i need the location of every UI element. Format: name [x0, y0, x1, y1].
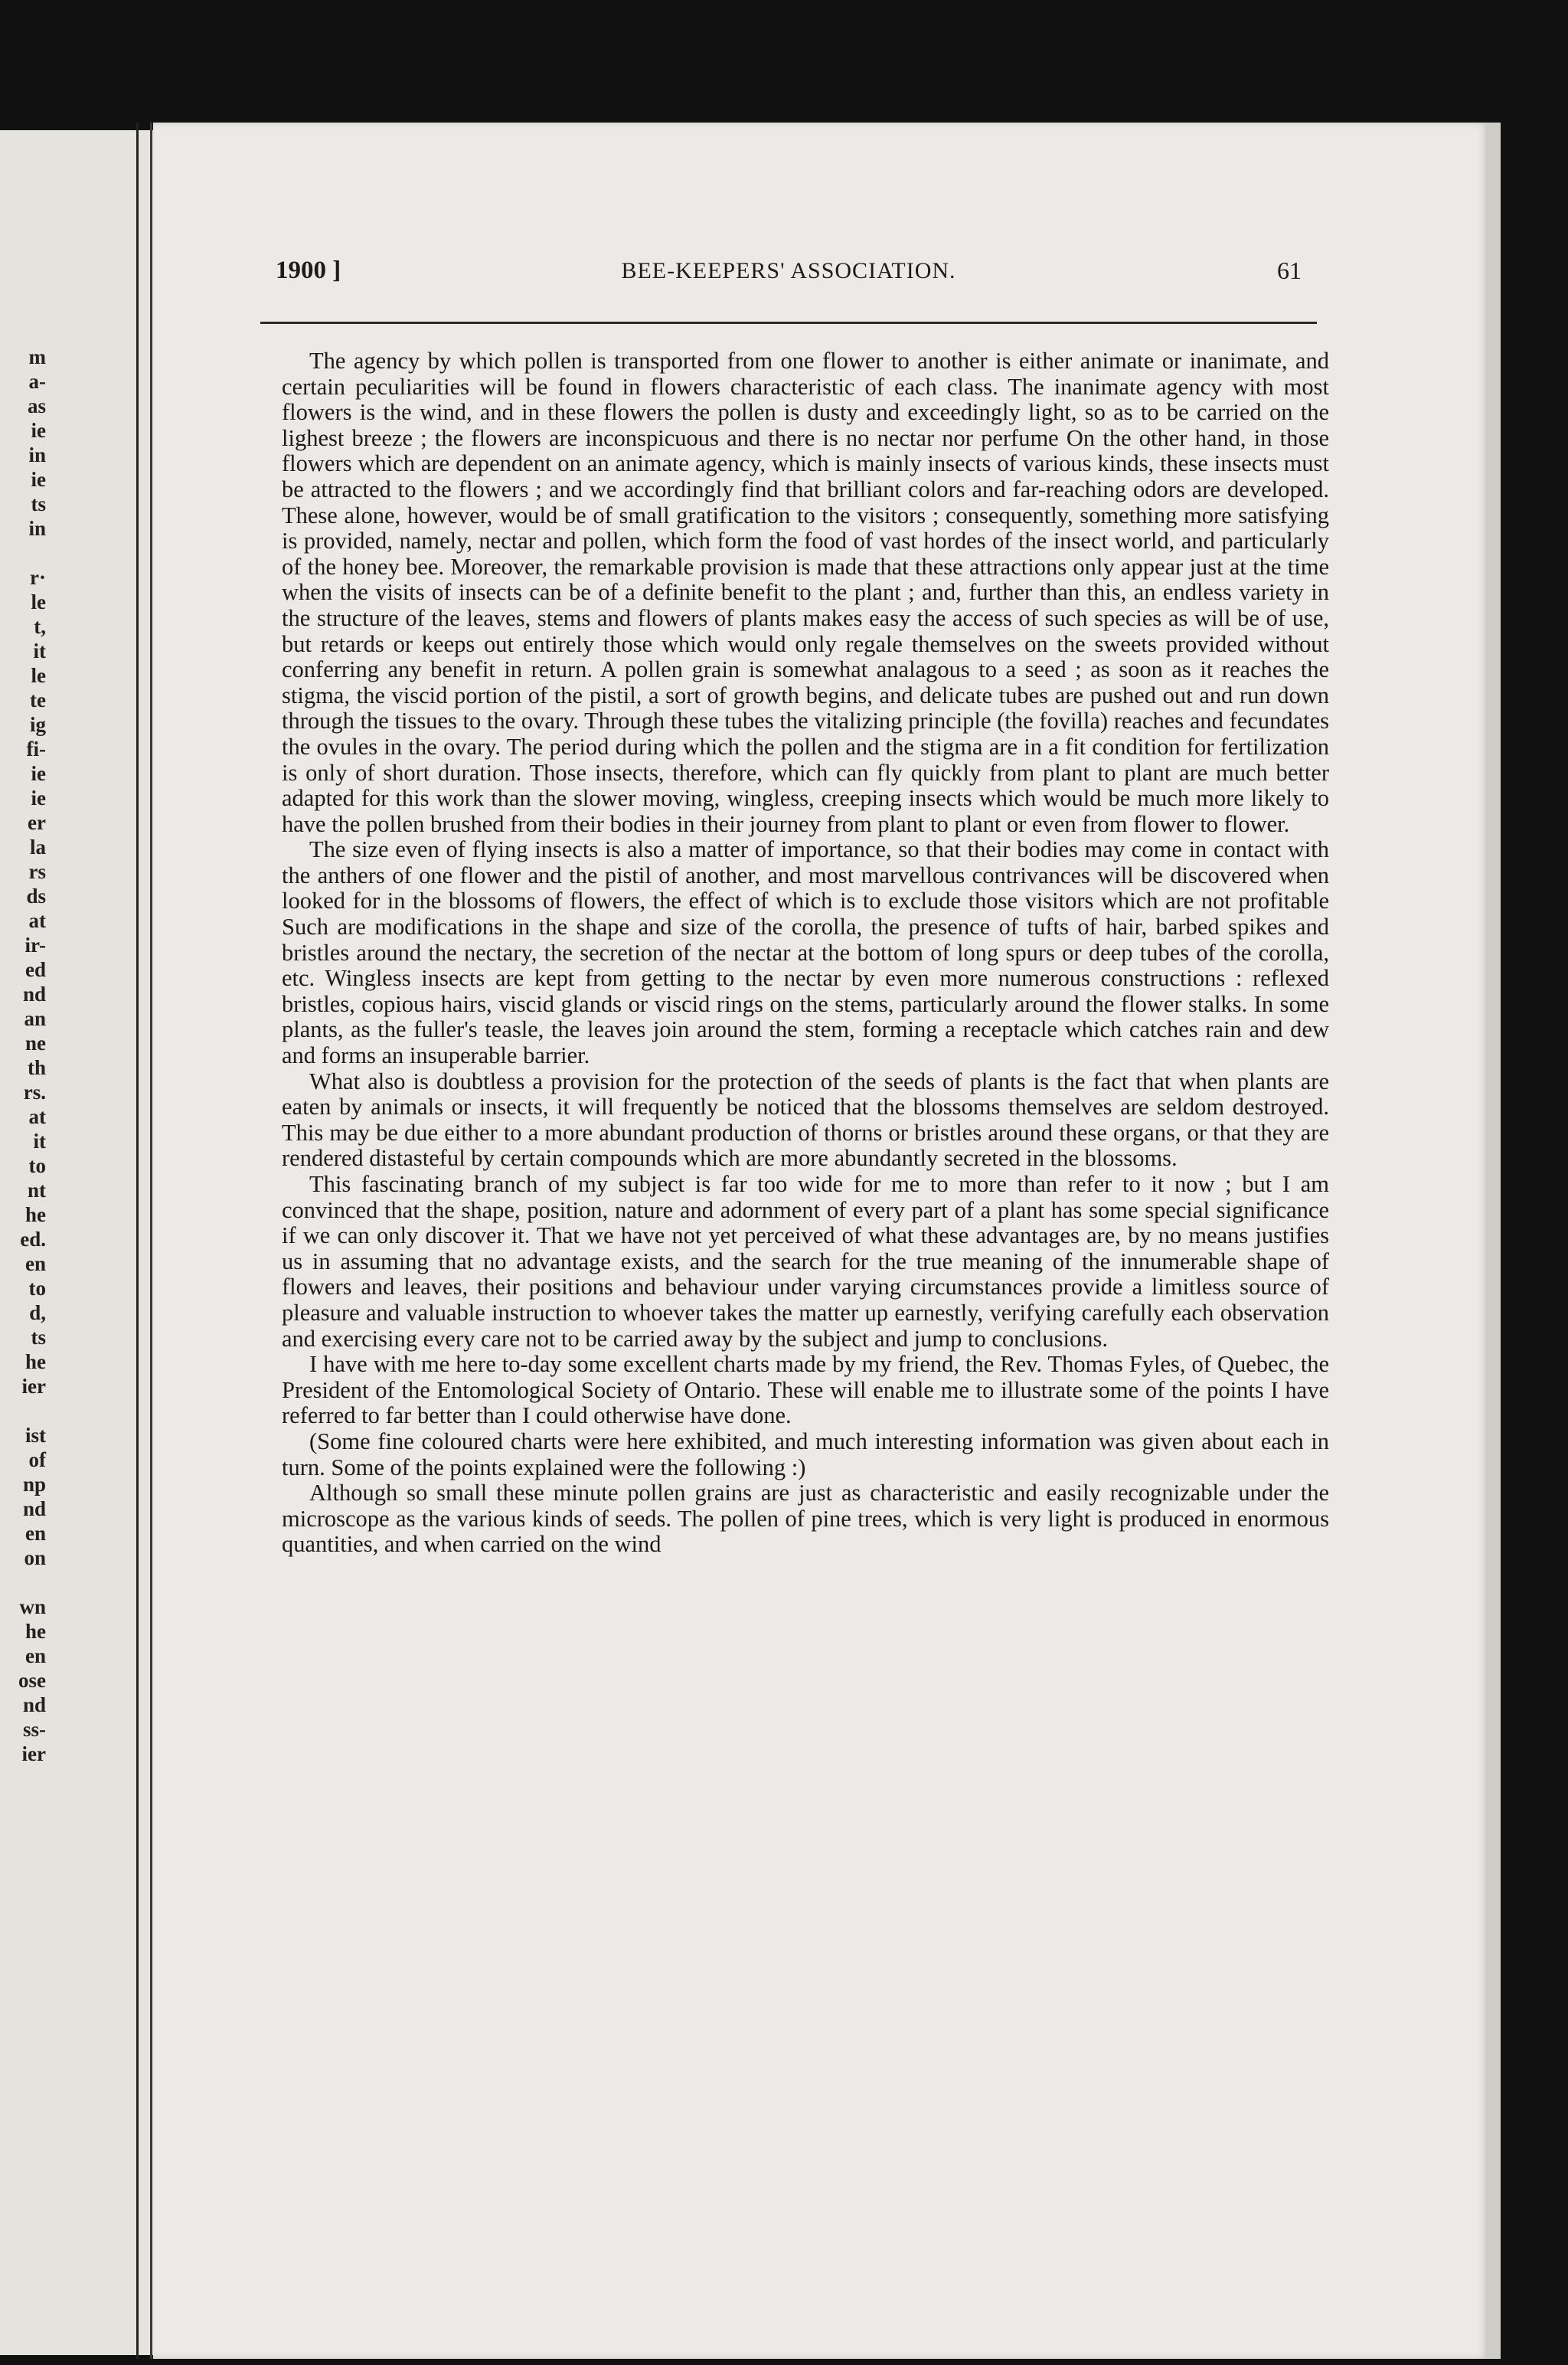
- left-fragment: to: [28, 1154, 46, 1177]
- left-fragment: nd: [22, 1693, 46, 1716]
- gutter-line: [150, 123, 152, 2359]
- left-fragment: nt: [27, 1179, 46, 1202]
- paragraph: I have with me here to-day some excellent charts made by my friend, the Rev. Thomas Fyles, of Quebec, the President of the Entomological Society of Ontario. These will enable me to illustrate some of the points I have referred to far better than I could otherwise have done.: [282, 1351, 1329, 1429]
- left-fragment: a-: [28, 370, 46, 393]
- left-fragment: of: [28, 1448, 46, 1471]
- left-fragment: ts: [31, 492, 46, 515]
- left-fragment: it: [33, 1130, 46, 1153]
- left-fragment: fi-: [26, 738, 46, 761]
- left-fragment: in: [28, 443, 46, 466]
- left-fragment: ig: [29, 713, 46, 736]
- left-fragment: en: [25, 1644, 46, 1667]
- page-number: 61: [1277, 257, 1302, 284]
- left-fragment: an: [24, 1007, 46, 1030]
- gutter-line: [136, 123, 139, 2359]
- paragraph: The size even of flying insects is also a matter of importance, so that their bodies may come in contact with the anthers of one flower and the pistil of another, and most marvellous contrivances will be discovered when looked for in the blossoms of flowers, the effect of which is to exclude those visitors which are not profitable Such are modifications in the shape and size of the corolla, the presence of tufts of hair, barbed spikes and bristles around the nectary, the secretion of the nectar at the bottom of long spurs or deep tubes of the corolla, etc. Wingless insects are kept from getting to the nectar by even more numerous constructions : reflexed bristles, copious hairs, viscid glands or viscid rings on the stems, particularly around the flower stalks. In some plants, as the fuller's teasle, the leaves join around the stem, forming a receptacle which catches rain and dew and forms an insuperable barrier.: [282, 836, 1329, 1069]
- left-fragment: as: [27, 394, 46, 417]
- paragraph: (Some fine coloured charts were here exhibited, and much interesting information was given about each in turn. Some of the points explained were the following :): [282, 1428, 1329, 1480]
- left-fragment: ose: [18, 1669, 46, 1692]
- left-fragment: he: [25, 1620, 46, 1643]
- left-fragment: er: [28, 811, 46, 834]
- left-fragment: [0, 541, 46, 565]
- left-fragment: ier: [21, 1375, 46, 1398]
- paragraph: This fascinating branch of my subject is far too wide for me to more than refer to it now ; but I am convinced that the shape, position, nature and adornment of every part of a plant has some special significance if we can only discover it. That we have not yet perceived of what these advantages are, by no means justifies us in assuming that no advantage exists, and the search for the true meaning of the innumerable shape of flowers and leaves, their positions and behaviour under varying circumstances provide a limitless source of pleasure and valuable instruction to whoever takes the matter up earnestly, verifying carefully each observation and exercising every care not to be carried away by the subject and jump to conclusions.: [282, 1171, 1329, 1352]
- left-fragment: la: [29, 836, 46, 859]
- left-fragment: m: [28, 345, 46, 368]
- left-fragment: nd: [22, 983, 46, 1006]
- left-fragment: ds: [26, 885, 46, 908]
- left-fragment: on: [24, 1546, 46, 1569]
- left-fragment: ier: [21, 1742, 46, 1765]
- header-rule: [260, 322, 1317, 324]
- running-header: [276, 257, 1302, 295]
- paragraph: The agency by which pollen is transported from one flower to another is either animate or inanimate, and certain peculiarities will be found in flowers characteristic of each class. The inanimate agency with most flowers is the wind, and in these flowers the pollen is dusty and exceedingly light, so as to be carried on the lighest breeze ; the flowers are inconspicuous and there is no nectar nor perfume On the other hand, in those flowers which are dependent on an animate agency, which is mainly insects of various kinds, these insects must be attracted to the flowers ; and we accordingly find that brilliant colors and far-reaching odors are developed. These alone, however, would be of small gratification to the visitors ; consequently, something more satisfying is provided, namely, nectar and pollen, which form the food of vast hordes of the insect world, and particularly of the honey bee. Moreover, the remarkable provision is made that these attractions only appear just at the time when the visits of insects can be of a definite benefit to the plant ; and, further than this, an endless variety in the structure of the leaves, stems and flowers of plants makes easy the access of such species as will be of use, but retards or keeps out entirely those which would only regale themselves on the sweets provided without conferring any benefit in return. A pollen grain is somewhat analagous to a seed ; as soon as it reaches the stigma, the viscid portion of the pistil, a sort of growth begins, and delicate tubes are pushed out and run down through the tissues to the ovary. Through these tubes the vitalizing principle (the fovilla) reaches and fecundates the ovules in the ovary. The period during which the pollen and the stigma are in a fit condition for fertilization is only of short duration. Those insects, therefore, which can fly quickly from plant to plant are much better adapted for this work than the slower moving, wingless, creeping insects which would be much more likely to have the pollen brushed from their bodies in their journey from plant to plant or even from flower to flower.: [282, 348, 1329, 837]
- left-fragment: to: [28, 1277, 46, 1300]
- left-fragment: he: [25, 1203, 46, 1226]
- left-fragment: en: [25, 1252, 46, 1275]
- left-fragment: ed: [25, 958, 46, 981]
- left-fragment: it: [33, 639, 46, 662]
- left-fragment: rs.: [23, 1081, 46, 1104]
- left-fragment: ie: [31, 787, 46, 810]
- left-page-text-fragments: [0, 345, 46, 1766]
- left-fragment: in: [28, 517, 46, 540]
- left-fragment: ed.: [20, 1228, 46, 1251]
- left-fragment: r·: [30, 566, 46, 589]
- left-fragment: at: [28, 1105, 46, 1128]
- left-fragment: th: [27, 1056, 46, 1079]
- left-fragment: ie: [31, 468, 46, 491]
- header-year: 1900 ]: [276, 257, 341, 284]
- left-fragment: ts: [31, 1326, 46, 1349]
- left-fragment: [0, 1398, 46, 1423]
- left-fragment: wn: [19, 1595, 46, 1618]
- left-fragment: ne: [25, 1032, 46, 1055]
- left-fragment: ss-: [22, 1718, 46, 1741]
- left-fragment: le: [31, 590, 46, 613]
- left-fragment: he: [25, 1350, 46, 1373]
- left-fragment: te: [30, 689, 46, 711]
- body-text: [282, 348, 1329, 1558]
- left-fragment: ir-: [24, 934, 46, 957]
- paragraph: Although so small these minute pollen grains are just as characteristic and easily recognizable under the microscope as the various kinds of seeds. The pollen of pine trees, which is very light is produced in enormous quantities, and when carried on the wind: [282, 1480, 1329, 1558]
- left-fragment: en: [25, 1522, 46, 1545]
- left-fragment: nd: [22, 1497, 46, 1520]
- paragraph: What also is doubtless a provision for the protection of the seeds of plants is the fact that when plants are eaten by animals or insects, it will frequently be noticed that the blossoms themselves are seldom destroyed. This may be due either to a more abundant production of thorns or bristles around these organs, or that they are rendered distasteful by certain compounds which are more abundantly secreted in the blossoms.: [282, 1068, 1329, 1172]
- header-title: BEE-KEEPERS' ASSOCIATION.: [621, 258, 956, 283]
- left-fragment: ie: [31, 419, 46, 442]
- left-fragment: rs: [28, 860, 46, 883]
- left-fragment: np: [22, 1473, 46, 1496]
- left-fragment: ist: [25, 1424, 46, 1447]
- left-fragment: t,: [34, 615, 46, 638]
- left-fragment: [0, 1570, 46, 1595]
- page-edge: [1485, 123, 1501, 2359]
- left-page-margin: [0, 130, 157, 2355]
- left-fragment: le: [31, 664, 46, 687]
- left-fragment: d,: [29, 1301, 46, 1324]
- left-fragment: ie: [31, 762, 46, 785]
- left-fragment: at: [28, 909, 46, 932]
